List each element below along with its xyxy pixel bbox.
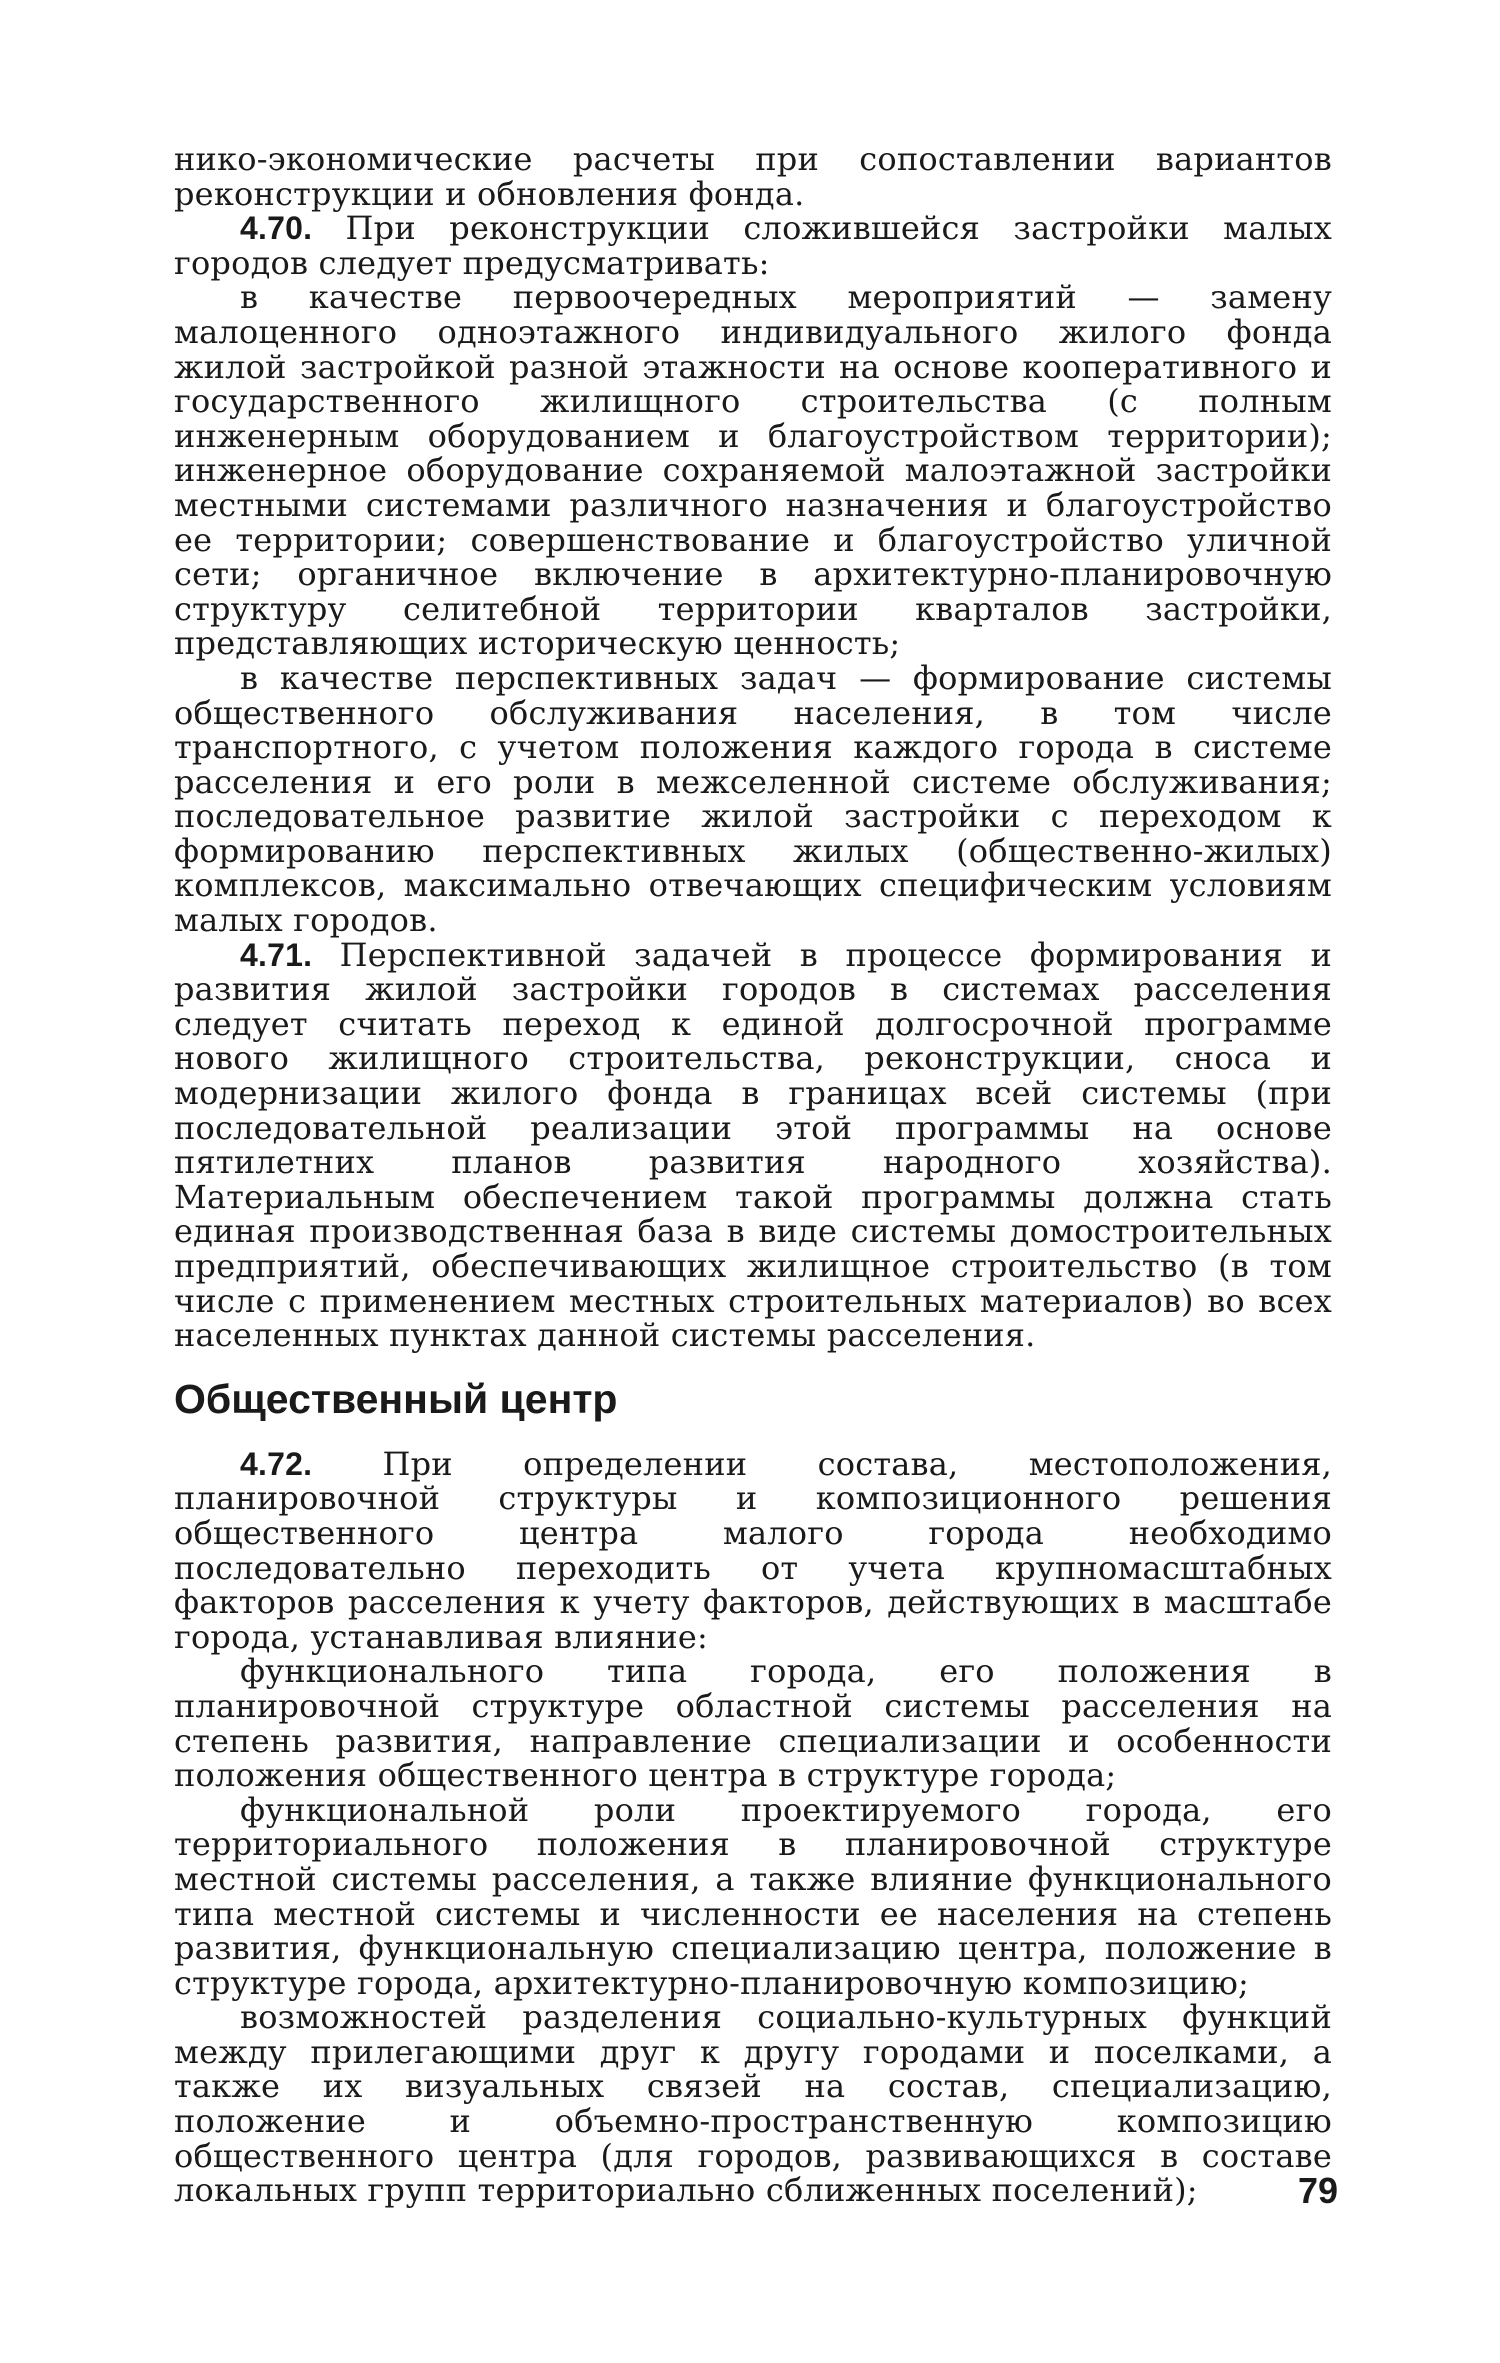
paragraph-continuation xyxy=(174,142,1332,211)
paragraph-4-71 xyxy=(174,935,1332,1355)
clause-number: 4.70. xyxy=(240,210,313,247)
section-heading: Общественный центр xyxy=(174,1375,618,1422)
paragraph-functional-role xyxy=(174,1790,1332,2002)
paragraph-text: возможностей разделения социально-культурных функций между прилегающими друг к другу городами и поселками, а также их визуальных связей на состав, специализацию, положение и объемно-пространственную композицию общественного центра (для городов, развивающихся в составе локальных групп территориально сближенных поселений); xyxy=(174,1998,1332,2210)
paragraph-text: нико-экономические расчеты при сопоставлении вариантов реконструкции и обновления фонда. xyxy=(174,140,1332,213)
paragraph-text: При реконструкции сложившейся застройки малых городов следует предусматривать: xyxy=(174,209,1332,282)
paragraph-prospective-tasks xyxy=(174,658,1332,940)
clause-number: 4.71. xyxy=(240,936,313,973)
paragraph-priority-measures xyxy=(174,280,1332,661)
paragraph-text: функциональной роли проектируемого города, его территориального положения в планировочной структуре местной системы расселения, а также влияние функционального типа местной системы и численности ее населения на степень развития, функциональную специализацию центра, положение в структуре города, архитектурно-планировочную композицию; xyxy=(174,1790,1332,2002)
paragraph-text: в качестве перспективных задач — формирование системы общественного обслуживания населения, в том числе транспортного, с учетом положения каждого города в системе расселения и его роли в межселенной системе обслуживания; последовательное развитие жилой застройки с переходом к формированию перспективных жилых (общественно-жилых) комплексов, максимально отвечающих специфическим условиям малых городов. xyxy=(174,658,1332,940)
clause-number: 4.72. xyxy=(240,1445,313,1482)
page-number: 79 xyxy=(1297,2170,1338,2211)
paragraph-functional-type xyxy=(174,1652,1332,1795)
paragraph-separation-possibilities xyxy=(174,2000,1332,2208)
paragraph-4-72 xyxy=(174,1444,1332,1656)
paragraph-text: При определении состава, местоположения, планировочной структуры и композиционного решения общественного центра малого города необходимо последовательно переходить от учета крупномасштабных факторов расселения к учету факторов, действующих в масштабе города, устанавливая влияние: xyxy=(174,1444,1332,1656)
paragraph-text: в качестве первоочередных мероприятий — замену малоценного одноэтажного индивидуального жилого фонда жилой застройкой разной этажности на основе кооперативного и государственного жилищного строительства (с полным инженерным оборудованием и благоустройством территории); инженерное оборудование сохраняемой малоэтажной застройки местными системами различного назначения и благоустройство ее территории; совершенствование и благоустройство уличной сети; органичное включение в архитектурно-планировочную структуру селитебной территории кварталов застройки, представляющих историческую ценность; xyxy=(174,278,1332,663)
paragraph-4-70 xyxy=(174,211,1332,280)
paragraph-text: Перспективной задачей в процессе формирования и развития жилой застройки городов в системах расселения следует считать переход к единой долгосрочной программе нового жилищного строительства, реконструкции, сноса и модернизации жилого фонда в границах всей системы (при последовательной реализации этой программы на основе пятилетних планов развития народного хозяйства). Материальным обеспечением такой программы должна стать единая производственная база в виде системы домостроительных предприятий, обеспечивающих жилищное строительство (в том числе с применением местных строительных материалов) во всех населенных пунктах данной системы расселения. xyxy=(174,935,1332,1355)
paragraph-text: функционального типа города, его положения в планировочной структуре областной системы расселения на степень развития, направление специализации и особенности положения общественного центра в структуре города; xyxy=(174,1652,1332,1795)
page-body xyxy=(174,142,1332,2208)
